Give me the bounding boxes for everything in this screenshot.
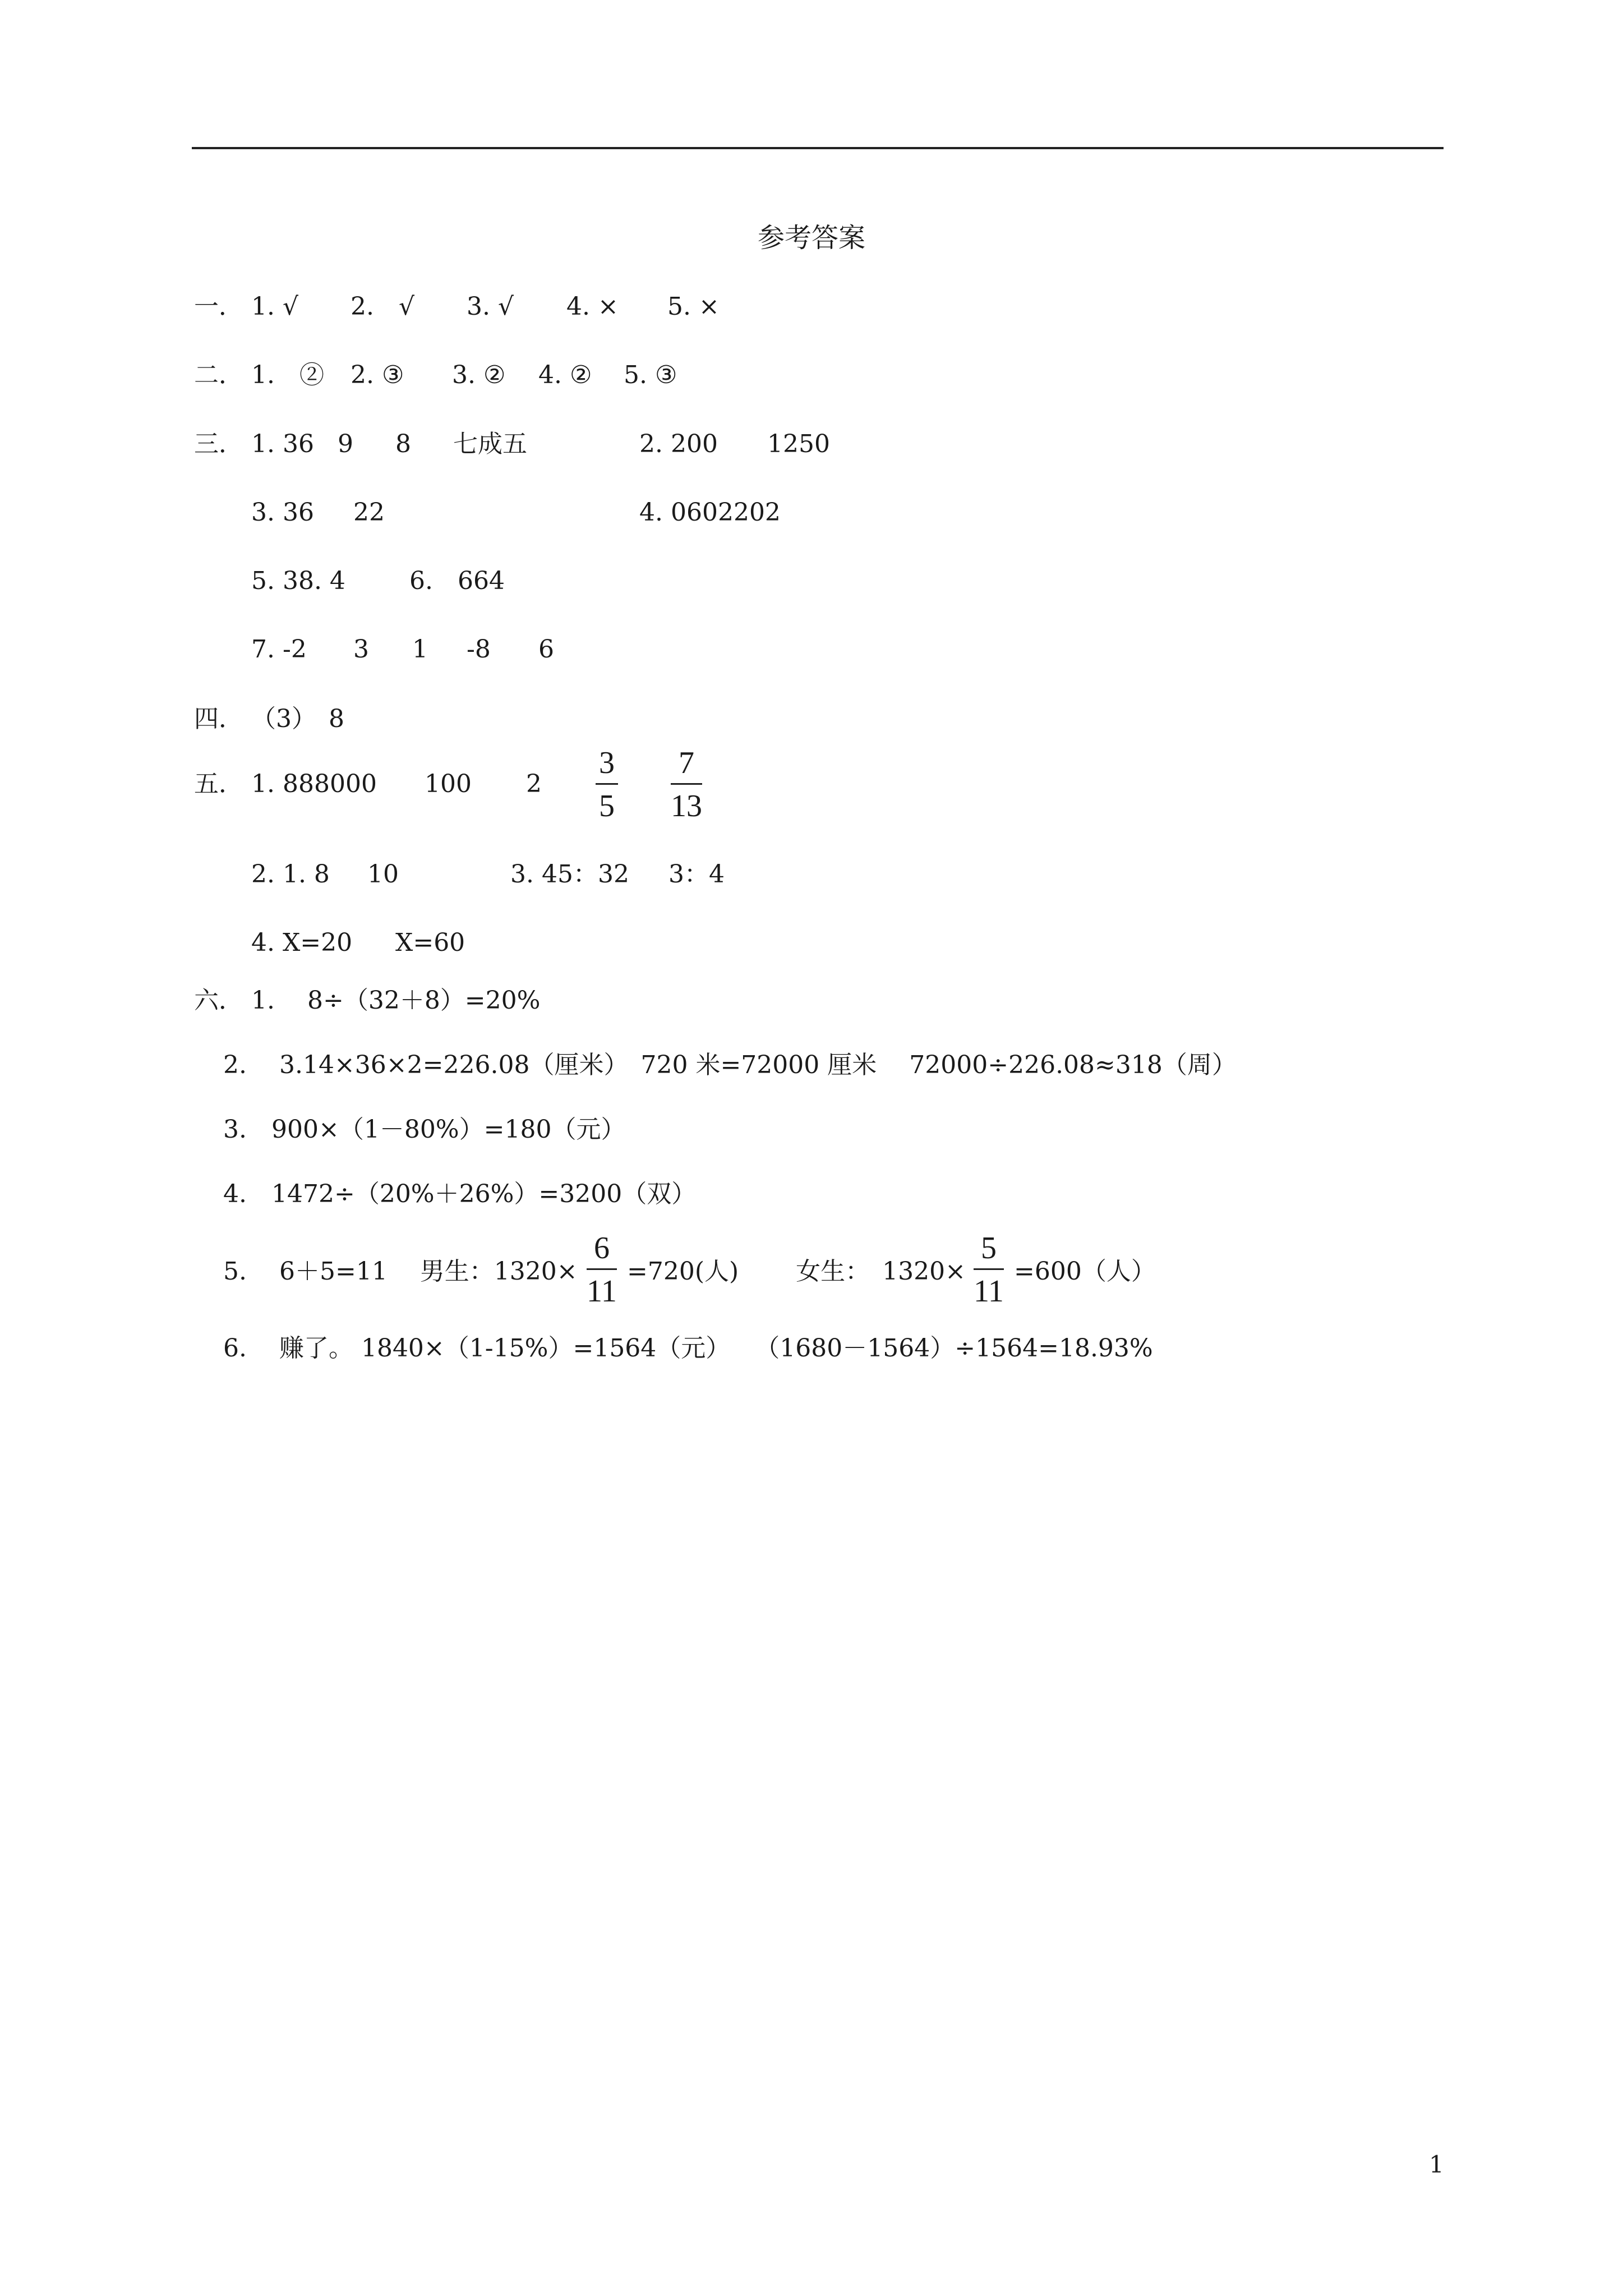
section-3-label: 三． — [194, 430, 243, 458]
answer-1-1: 1. √ — [251, 292, 299, 321]
fraction-numerator: 5 — [980, 1231, 997, 1266]
answer-6-5-suffix: =600（人） — [1014, 1257, 1156, 1286]
fraction-numerator: 3 — [599, 746, 615, 780]
fraction-5-11 — [974, 1232, 1004, 1307]
answer-4: （3） 8 — [251, 705, 344, 733]
answer-3-2a: 2. 200 — [639, 430, 718, 458]
fraction-denominator: 11 — [974, 1274, 1004, 1309]
answer-2-1: 1. ② — [251, 361, 324, 389]
header-rule — [192, 147, 1444, 149]
answer-5-4b: X=60 — [395, 928, 465, 957]
answer-6-2: 2. 3.14×36×2=226.08（厘米） 720 米=72000 厘米 72000÷226.08≈318（周） — [223, 1051, 1237, 1079]
answer-3-4: 4. 0602202 — [639, 498, 781, 527]
fraction-6-11 — [587, 1232, 617, 1307]
answer-3-7a: 7. -2 — [251, 635, 307, 664]
answer-6-3: 3. 900×（1－80%）=180（元） — [223, 1115, 626, 1144]
section-6-label: 六． — [194, 986, 243, 1015]
answer-3-2b: 1250 — [767, 430, 830, 458]
fraction-numerator: 7 — [679, 746, 694, 780]
answer-3-5: 5. 38. 4 — [251, 567, 345, 595]
answer-5-1b: 100 — [425, 770, 472, 798]
answer-3-7d: -8 — [467, 635, 491, 664]
answer-3-6: 6. 664 — [409, 567, 505, 595]
answer-3-1b: 9 — [338, 430, 353, 458]
answer-5-3b: 3：4 — [668, 860, 725, 889]
answer-5-3a: 3. 45：32 — [510, 860, 629, 889]
fraction-3-5 — [596, 747, 618, 822]
page-number: 1 — [1429, 2151, 1444, 2178]
answer-5-4a: 4. X=20 — [251, 928, 353, 957]
answer-1-4: 4. × — [566, 292, 619, 321]
section-1-label: 一． — [194, 292, 243, 321]
answer-6-6: 6. 赚了。 1840×（1-15%）=1564（元） （1680－1564）÷1564=18.93% — [223, 1334, 1153, 1363]
answer-6-4: 4. 1472÷（20%＋26%）=3200（双） — [223, 1180, 697, 1208]
answer-2-2: 2. ③ — [351, 361, 404, 389]
page-title: 参考答案 — [757, 222, 865, 254]
answer-3-1d: 七成五 — [453, 430, 527, 458]
answer-5-1c: 2 — [526, 770, 542, 798]
answer-1-3: 3. √ — [467, 292, 514, 321]
answer-3-7e: 6 — [538, 635, 554, 664]
fraction-denominator: 11 — [587, 1274, 617, 1309]
answer-5-2b: 10 — [367, 860, 399, 889]
answer-5-1a: 1. 888000 — [251, 770, 377, 798]
answer-1-5: 5. × — [667, 292, 720, 321]
answer-3-7b: 3 — [353, 635, 369, 664]
answer-1-2: 2. √ — [351, 292, 415, 321]
section-5-label: 五． — [194, 770, 243, 798]
section-4-label: 四． — [194, 705, 243, 733]
fraction-7-13 — [671, 747, 702, 822]
answer-6-5-middle: =720(人) 女生： 1320× — [627, 1257, 966, 1286]
fraction-numerator: 6 — [593, 1231, 610, 1266]
answer-5-2a: 2. 1. 8 — [251, 860, 330, 889]
answer-6-5-prefix: 5. 6＋5=11 男生：1320× — [223, 1257, 578, 1286]
answer-3-3b: 22 — [353, 498, 385, 527]
answer-2-5: 5. ③ — [624, 361, 677, 389]
answer-2-3: 3. ② — [452, 361, 506, 389]
fraction-denominator: 5 — [599, 789, 615, 823]
answer-6-1: 1. 8÷（32＋8）=20% — [251, 986, 541, 1015]
answer-3-1c: 8 — [395, 430, 411, 458]
section-2-label: 二． — [194, 361, 243, 389]
answer-3-7c: 1 — [412, 635, 428, 664]
fraction-denominator: 13 — [671, 789, 702, 823]
answer-2-4: 4. ② — [538, 361, 592, 389]
answer-3-1a: 1. 36 — [251, 430, 314, 458]
answer-3-3a: 3. 36 — [251, 498, 314, 527]
